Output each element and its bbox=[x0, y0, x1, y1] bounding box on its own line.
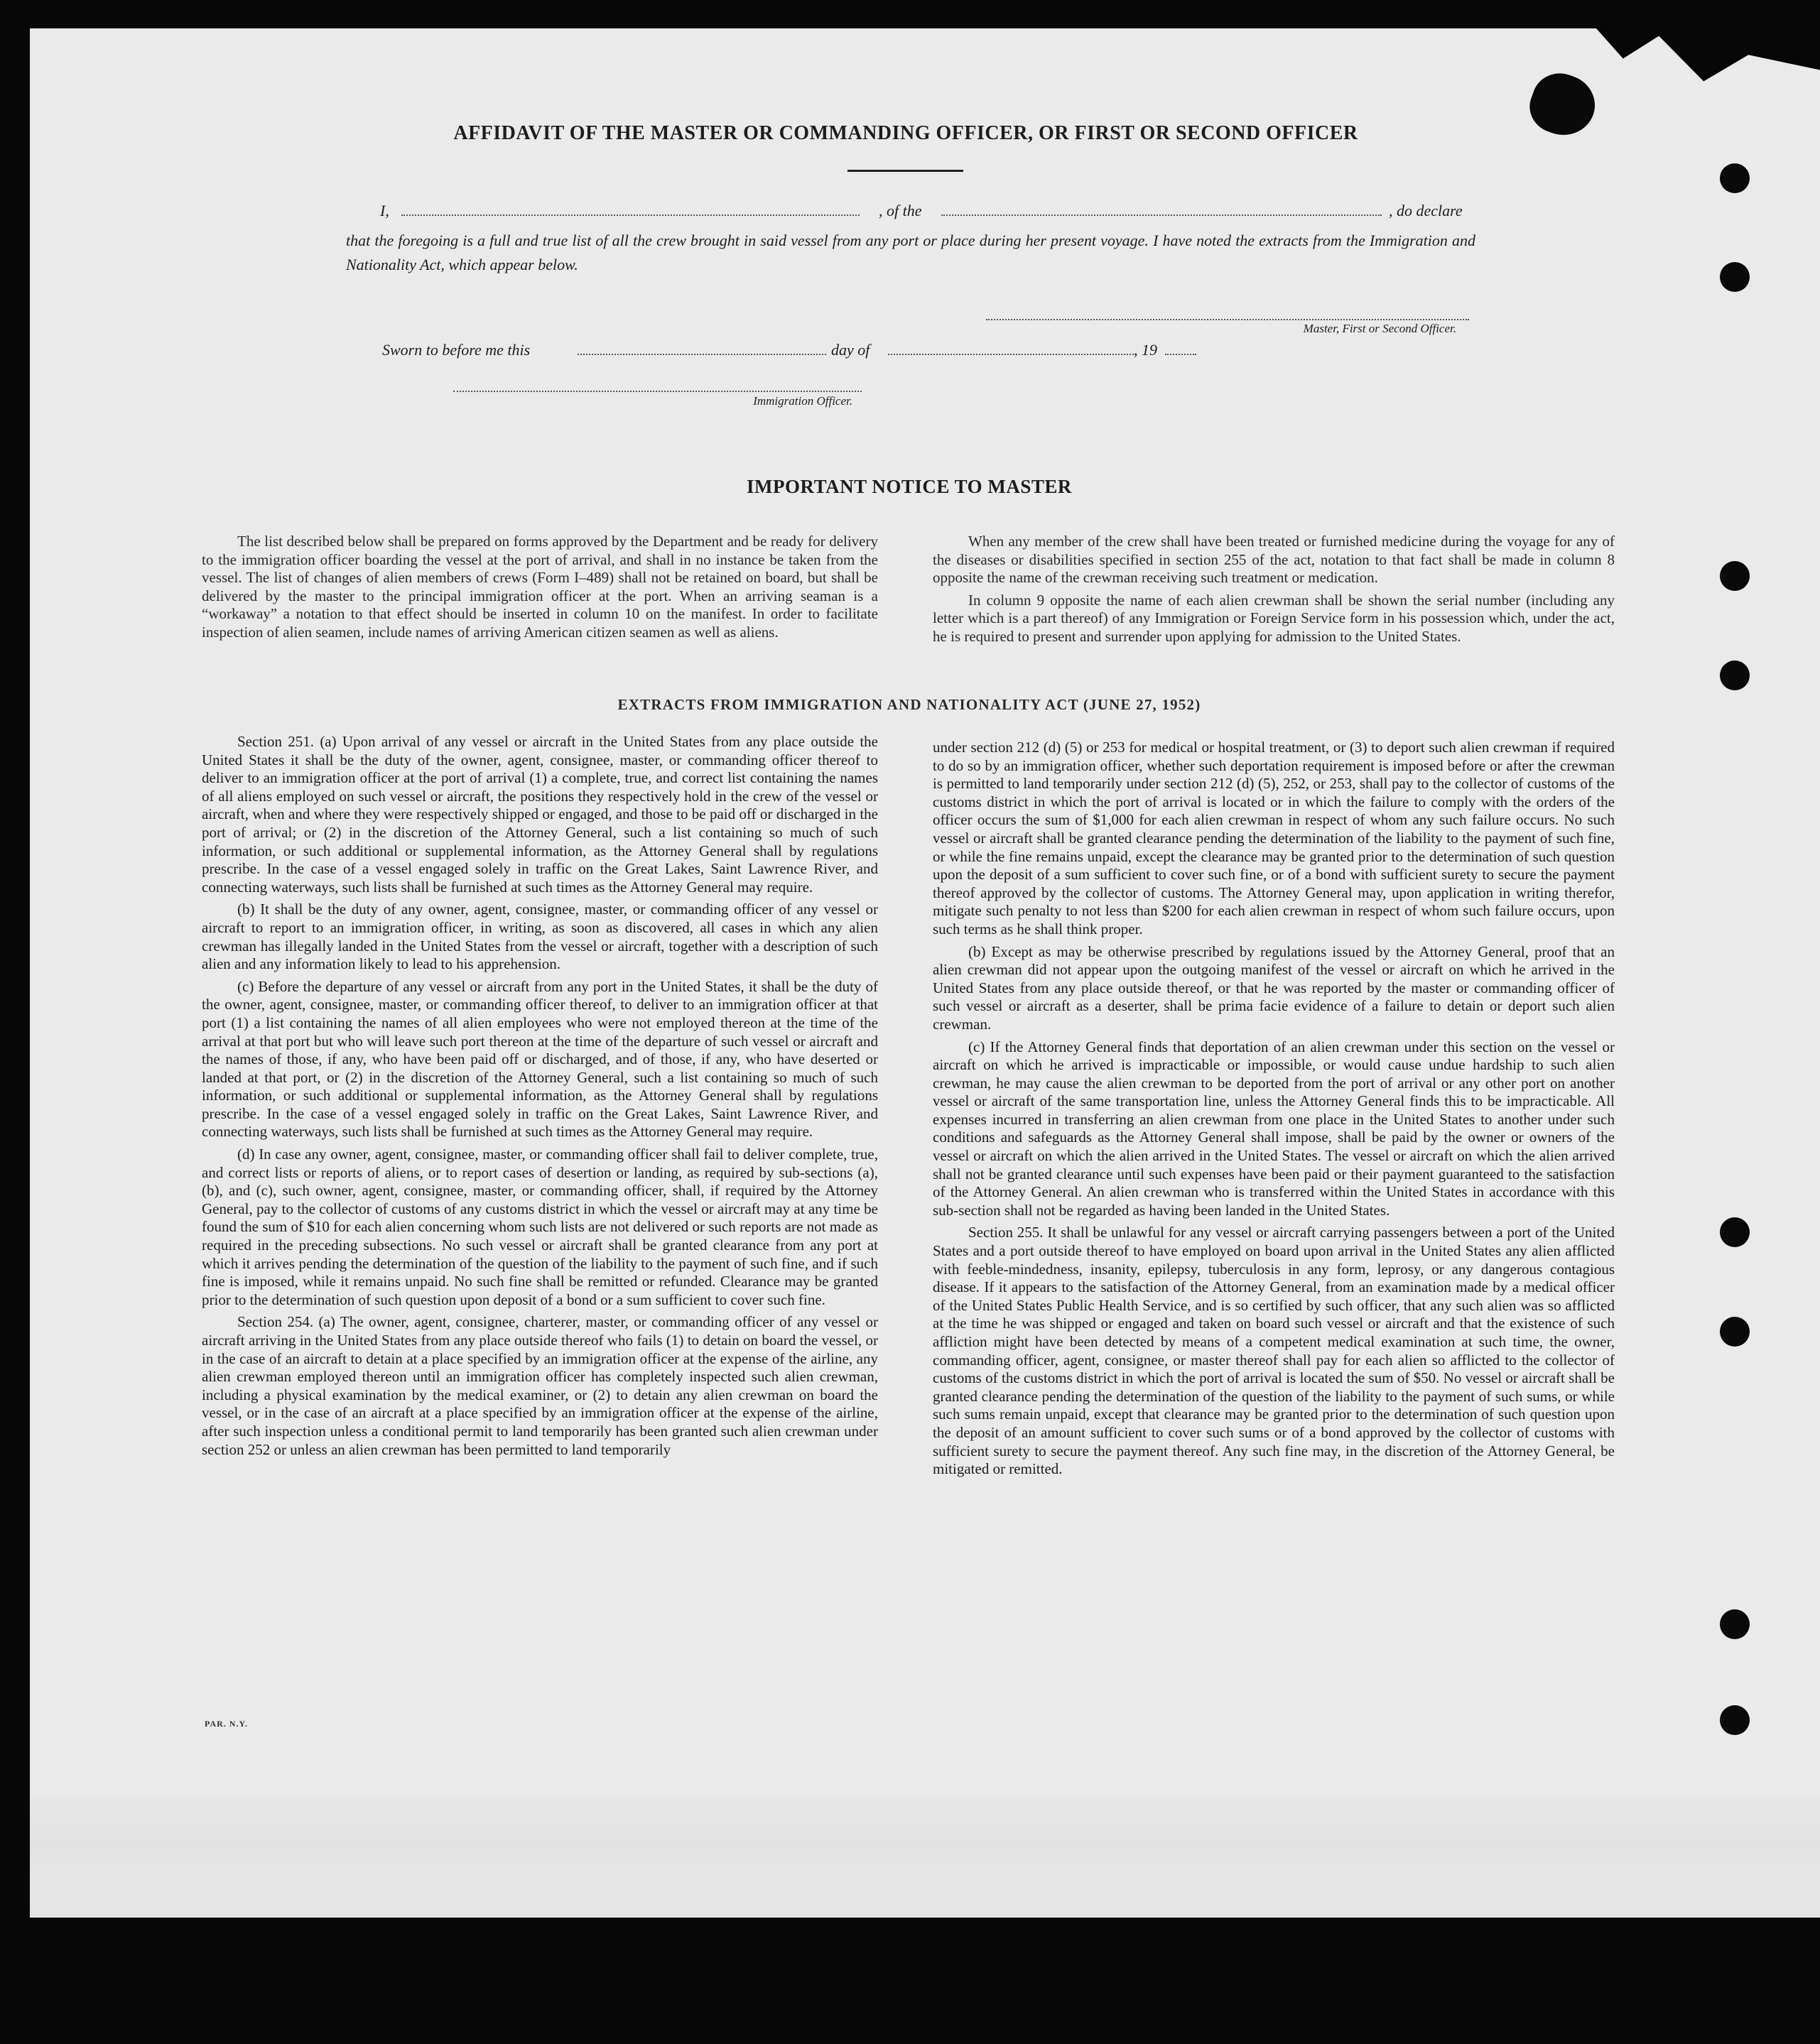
binder-hole bbox=[1720, 661, 1750, 690]
immigration-officer-label: Immigration Officer. bbox=[753, 394, 852, 408]
extracts-left-column bbox=[202, 733, 878, 1463]
notice-title: IMPORTANT NOTICE TO MASTER bbox=[747, 476, 1072, 497]
name-field[interactable] bbox=[401, 202, 860, 216]
declaration-text: that the foregoing is a full and true list of all the crew brought in said vessel from any port or place during her present voyage. I have noted the extracts from the Immigration and Nationality Act, which appear below. bbox=[346, 232, 1475, 273]
printer-mark: PAR. N.Y. bbox=[205, 1719, 249, 1729]
sworn-month-field[interactable] bbox=[888, 341, 1137, 355]
section-251b: (b) It shall be the duty of any owner, agent, consignee, master, or commanding officer of any vessel or aircraft to report to an immigration officer, in writing, as soon as discovered, all cases in which any alien crewman has illegally landed in the United States from the vessel or aircraft, together with a description of such alien and any information likely to lead to his apprehension. bbox=[202, 901, 878, 973]
affidavit-title: AFFIDAVIT OF THE MASTER OR COMMANDING OFFICER, OR FIRST OR SECOND OFFICER bbox=[453, 122, 1358, 144]
notice-paragraph: When any member of the crew shall have been treated or furnished medicine during the voyage for any of the diseases or disabilities specified in section 255 of the act, notation to that fact shall be made in column 8 opposite the name of the crewman receiving such treatment or medication. bbox=[933, 533, 1615, 587]
binder-hole bbox=[1720, 561, 1750, 591]
declaration-i: I, bbox=[380, 202, 389, 219]
extracts-title: EXTRACTS FROM IMMIGRATION AND NATIONALITY ACT (JUNE 27, 1952) bbox=[617, 696, 1201, 713]
section-254a-continued: under section 212 (d) (5) or 253 for medical or hospital treatment, or (3) to deport such alien crewman if required to do so by an immigration officer, whether such deportation requirement is imposed before or after the crewman is permitted to land temporarily under section 212 (d) (5), 252, or 253, shall pay to the collector of customs of the customs district in which the port of arrival is located or in which the failure to comply with the orders of the officer occurs the sum of $1,000 for each alien crewman in respect of whom any such failure occurs. No such vessel or aircraft shall be granted clearance pending the determination of the liability to the payment of such fine, or while the fine remains unpaid, except the clearance may be granted prior to the determination of such question upon the deposit of a sum sufficient to cover such fine, or of a bond with sufficient surety to secure the payment thereof approved by the collector of customs. The Attorney General may, upon application in writing therefor, mitigate such penalty to not less than $200 for each alien crewman in respect of whom such failure occurs, upon such terms as he shall think proper. bbox=[933, 739, 1615, 937]
vessel-field[interactable] bbox=[941, 202, 1382, 216]
binder-hole bbox=[1720, 1217, 1750, 1247]
notice-paragraph: The list described below shall be prepared on forms approved by the Department and be ready for delivery to the immigration officer boarding the vessel at the port of arrival, and shall in no instance be taken from the vessel. The list of changes of alien members of crews (Form I–489) shall not be retained on board, but shall be delivered by the master to the principal immigration officer at the port. When an arriving seaman is a “workaway” a notation to that effect should be inserted in column 10 on the manifest. In order to facilitate inspection of alien seamen, include names of arriving American citizen seamen as well as aliens. bbox=[202, 533, 878, 641]
extracts-right-column bbox=[933, 739, 1615, 1483]
notice-right-column bbox=[933, 533, 1615, 651]
binder-hole bbox=[1720, 1317, 1750, 1347]
section-254a: Section 254. (a) The owner, agent, consignee, charterer, master, or commanding officer of any vessel or aircraft arriving in the United States from any place outside thereof who fails (1) to detain on board the vessel, or in the case of an aircraft to detain at a place specified by an immigration officer at the expense of the airline, any alien crewman employed thereon until an immigration officer has completely inspected such alien crewman, including a physical examination by the medical examiner, or (2) to detain any alien crewman on board the vessel, or in the case of an aircraft at a place specified by an immigration officer at the expense of the airline, after such inspection unless a conditional permit to land temporarily has been granted such alien crewman under section 252 or unless an alien crewman has been permitted to land temporarily bbox=[202, 1313, 878, 1458]
binder-hole bbox=[1720, 262, 1750, 292]
master-signature-label: Master, First or Second Officer. bbox=[1303, 322, 1456, 335]
year-prefix: , 19 bbox=[1134, 341, 1157, 359]
sworn-label: Sworn to before me this bbox=[382, 341, 531, 359]
notice-paragraph: In column 9 opposite the name of each alien crewman shall be shown the serial number (including any letter which is a part thereof) of any Immigration or Foreign Service form in his possession which, under the act, he is required to present and surrender upon applying for admission to the United States. bbox=[933, 591, 1615, 645]
section-254c: (c) If the Attorney General finds that deportation of an alien crewman under this section on the vessel or aircraft on which he arrived is impracticable or impossible, or would cause undue hardship to such alien crewman, he may cause the alien crewman to be deported from the port of arrival or any other port on another vessel or aircraft of the same transportation line, unless the Attorney General finds this to be impracticable. All expenses incurred in transferring an alien crewman from one place in the United States to another under such conditions and safeguards as the Attorney General shall impose, shall be paid by the owner or owners of the vessel or aircraft on which the alien arrived in the United States. The vessel or aircraft on which the alien arrived shall not be granted clearance until such expenses have been paid or their payment guaranteed to the satisfaction of the Attorney General. An alien crewman who is transferred within the United States in accordance with this sub-section shall not be regarded as having been landed in the United States. bbox=[933, 1038, 1615, 1219]
binder-hole bbox=[1720, 1705, 1750, 1735]
title-underline bbox=[847, 170, 963, 172]
day-of-label: day of bbox=[831, 341, 870, 359]
sworn-year-field[interactable] bbox=[1165, 341, 1196, 355]
immigration-officer-signature-field[interactable] bbox=[453, 391, 862, 392]
notice-left-column bbox=[202, 533, 878, 646]
binder-hole bbox=[1720, 163, 1750, 193]
section-254b: (b) Except as may be otherwise prescribed by regulations issued by the Attorney General, proof that an alien crewman did not appear upon the outgoing manifest of the vessel or aircraft on which he arrived in the United States from any place outside thereof, or that he was reported by the master or commanding officer of such vessel or aircraft as a deserter, shall be prima facie evidence of a failure to detain or deport such alien crewman. bbox=[933, 942, 1615, 1033]
section-251c: (c) Before the departure of any vessel or aircraft from any port in the United States, it shall be the duty of the owner, agent, consignee, master, or commanding officer thereof, to deliver to an immigration officer at that port (1) a list containing the names of all alien employees who were not employed thereon at the time of the arrival at that port but who will leave such port thereon at the time of the departure of such vessel or aircraft and the names of those, if any, who have been paid off or discharged, and of those, if any, who have deserted or landed at that port, or (2) in the discretion of the Attorney General, such a list containing so much of such information, or such additional or supplemental information, as the Attorney General shall by regulations prescribe. In the case of a vessel engaged solely in traffic on the Great Lakes, Saint Lawrence River, and connecting waterways, such lists shall be furnished at such times as the Attorney General may require. bbox=[202, 977, 878, 1141]
scan-artifact bbox=[30, 1797, 1820, 1918]
declaration-do-declare: , do declare bbox=[1389, 202, 1463, 219]
section-255: Section 255. It shall be unlawful for any vessel or aircraft carrying passengers between a port of the United States and a port outside thereof to have employed on board upon arrival in the United States any alien afflicted with feeble-mindedness, insanity, epilepsy, tuberculosis in any form, leprosy, or any dangerous contagious disease. If it appears to the satisfaction of the Attorney General, from an examination made by a medical officer of the United States Public Health Service, and is so certified by such officer, that any such alien was so afflicted at the time he was shipped or engaged and taken on board such vessel or aircraft and that the existence of such affliction might have been detected by means of a competent medical examination at such time, the owner, commanding officer, agent, consignee, or master thereof shall pay for each alien so afflicted to the collector of customs of the customs district in which the port of arrival is located the sum of $50. No vessel or aircraft shall be granted clearance pending the determination of the question of the liability to the payment of such sums, or while such sums remain unpaid, except that clearance may be granted prior to the determination of such question upon the deposit of an amount sufficient to cover such sums or of a bond approved by the collector of customs with sufficient surety to secure the payment thereof. Any such fine may, in the discretion of the Attorney General, be mitigated or remitted. bbox=[933, 1224, 1615, 1478]
master-signature-field[interactable] bbox=[986, 319, 1469, 320]
binder-hole bbox=[1720, 1609, 1750, 1639]
declaration-of: , of the bbox=[879, 202, 922, 219]
section-251a: Section 251. (a) Upon arrival of any vessel or aircraft in the United States from any place outside the United States it shall be the duty of the owner, agent, consignee, master, or commanding officer thereof to deliver to an immigration officer at the port of arrival (1) a complete, true, and correct list containing the names of all aliens employed on such vessel or aircraft, the positions they respectively hold in the crew of the vessel or aircraft, when and where they were respectively shipped or engaged, and those to be paid off or discharged in the port of arrival; or (2) in the discretion of the Attorney General, such a list containing so much of such information, or such additional or supplemental information, as the Attorney General shall by regulations prescribe. In the case of a vessel engaged solely in traffic on the Great Lakes, Saint Lawrence River, and connecting waterways, such lists shall be furnished at such times as the Attorney General may require. bbox=[202, 733, 878, 896]
section-251d: (d) In case any owner, agent, consignee, master, or commanding officer shall fail to deliver complete, true, and correct lists or reports of aliens, or to report cases of desertion or landing, as required by sub-sections (a), (b), and (c), such owner, agent, consignee, master, or commanding officer, shall, if required by the Attorney General, pay to the collector of customs of any customs district in which the vessel or aircraft may at any time be found the sum of $10 for each alien concerning whom such lists are not delivered or such reports are not made as required in the preceding subsections. No such vessel or aircraft shall be granted clearance from any port at which it arrives pending the determination of the question of the liability to the payment of such fine, and if such fine is imposed, while it remains unpaid. No such fine shall be remitted or refunded. Clearance may be granted prior to the determination of such question upon deposit of a bond or a sum sufficient to cover such fine. bbox=[202, 1146, 878, 1308]
sworn-day-field[interactable] bbox=[578, 341, 826, 355]
